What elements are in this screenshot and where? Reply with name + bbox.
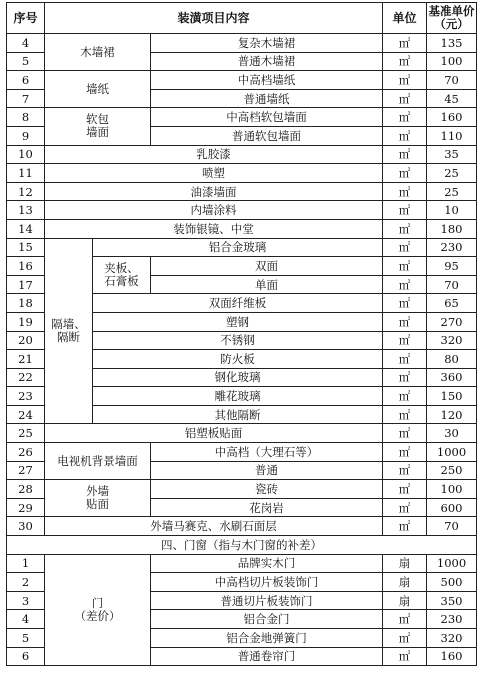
header-price-line2: （元） — [434, 17, 469, 31]
row-item: 防火板 — [93, 350, 383, 369]
row-unit: ㎡ — [383, 387, 427, 406]
row-item: 单面 — [151, 275, 383, 294]
row-price: 250 — [427, 461, 477, 480]
row-item: 普通木墙裙 — [151, 52, 383, 71]
section-title-doors-windows: 四、门窗（指与木门窗的补差） — [7, 536, 477, 555]
row-price: 70 — [427, 517, 477, 536]
group-wallpaper: 墙纸 — [45, 71, 151, 108]
row-price: 270 — [427, 312, 477, 331]
row-item: 装饰银镜、中堂 — [45, 219, 383, 238]
decoration-price-table — [6, 2, 477, 666]
group-door-line1: 门 — [91, 595, 104, 610]
row-unit: ㎡ — [383, 350, 427, 369]
row-no: 1 — [7, 554, 45, 573]
row-price: 25 — [427, 182, 477, 201]
row-price: 1000 — [427, 443, 477, 462]
row-no: 15 — [7, 238, 45, 257]
row-item: 普通卷帘门 — [151, 647, 383, 666]
row-price: 70 — [427, 71, 477, 90]
row-no: 19 — [7, 312, 45, 331]
row-unit: ㎡ — [383, 182, 427, 201]
table-row — [7, 443, 477, 462]
row-no: 25 — [7, 424, 45, 443]
row-no: 23 — [7, 387, 45, 406]
row-item: 花岗岩 — [151, 498, 383, 517]
row-item: 瓷砖 — [151, 480, 383, 499]
section-row — [7, 536, 477, 555]
row-item: 中高档墙纸 — [151, 71, 383, 90]
group-partition — [45, 238, 93, 424]
row-no: 18 — [7, 294, 45, 313]
row-no: 6 — [7, 71, 45, 90]
row-no: 21 — [7, 350, 45, 369]
row-item: 不锈钢 — [93, 331, 383, 350]
row-unit: ㎡ — [383, 498, 427, 517]
group-partition-line2: 隔断 — [57, 330, 80, 344]
row-unit: ㎡ — [383, 164, 427, 183]
row-unit: 扇 — [383, 573, 427, 592]
row-unit: ㎡ — [383, 424, 427, 443]
row-price: 25 — [427, 164, 477, 183]
group-wood-skirting: 木墙裙 — [45, 34, 151, 71]
row-no: 4 — [7, 610, 45, 629]
table-row — [7, 201, 477, 220]
row-unit: ㎡ — [383, 275, 427, 294]
row-price: 100 — [427, 52, 477, 71]
row-no: 5 — [7, 52, 45, 71]
row-no: 8 — [7, 108, 45, 127]
table-row — [7, 108, 477, 127]
row-unit: ㎡ — [383, 294, 427, 313]
row-price: 80 — [427, 350, 477, 369]
row-no: 27 — [7, 461, 45, 480]
row-price: 360 — [427, 368, 477, 387]
table-row — [7, 238, 477, 257]
row-item: 双面纤维板 — [93, 294, 383, 313]
row-price: 230 — [427, 610, 477, 629]
row-no: 14 — [7, 219, 45, 238]
row-item: 双面 — [151, 257, 383, 276]
row-unit: ㎡ — [383, 647, 427, 666]
header-no: 序号 — [7, 3, 45, 34]
row-unit: ㎡ — [383, 312, 427, 331]
row-price: 150 — [427, 387, 477, 406]
row-price: 1000 — [427, 554, 477, 573]
table-row — [7, 71, 477, 90]
row-no: 6 — [7, 647, 45, 666]
row-price: 45 — [427, 89, 477, 108]
table-row — [7, 480, 477, 499]
row-unit: ㎡ — [383, 145, 427, 164]
row-item: 塑钢 — [93, 312, 383, 331]
row-price: 500 — [427, 573, 477, 592]
row-price: 10 — [427, 201, 477, 220]
row-item: 乳胶漆 — [45, 145, 383, 164]
row-item: 喷塑 — [45, 164, 383, 183]
row-item: 铝合金门 — [151, 610, 383, 629]
row-no: 16 — [7, 257, 45, 276]
group-exterior-wall-line1: 外墙 — [86, 484, 109, 499]
row-no: 7 — [7, 89, 45, 108]
row-price: 230 — [427, 238, 477, 257]
row-price: 160 — [427, 647, 477, 666]
group-plywood-line2: 石膏板 — [104, 274, 139, 289]
row-item: 中高档（大理石等） — [151, 443, 383, 462]
row-price: 120 — [427, 405, 477, 424]
header-price — [427, 3, 477, 34]
row-price: 600 — [427, 498, 477, 517]
row-no: 2 — [7, 573, 45, 592]
row-unit: ㎡ — [383, 461, 427, 480]
row-no: 5 — [7, 629, 45, 648]
row-no: 12 — [7, 182, 45, 201]
row-price: 320 — [427, 331, 477, 350]
row-no: 4 — [7, 34, 45, 53]
row-price: 30 — [427, 424, 477, 443]
row-item: 钢化玻璃 — [93, 368, 383, 387]
row-item: 品牌实木门 — [151, 554, 383, 573]
row-item: 外墙马赛克、水刷石面层 — [45, 517, 383, 536]
row-unit: ㎡ — [383, 238, 427, 257]
row-item: 普通软包墙面 — [151, 126, 383, 145]
table-row — [7, 182, 477, 201]
row-item: 油漆墙面 — [45, 182, 383, 201]
row-no: 26 — [7, 443, 45, 462]
row-unit: ㎡ — [383, 71, 427, 90]
group-soft-panel — [45, 108, 151, 145]
group-plywood-line1: 夹板、 — [104, 261, 139, 276]
table-row — [7, 517, 477, 536]
row-no: 24 — [7, 405, 45, 424]
row-item: 普通切片板装饰门 — [151, 591, 383, 610]
row-price: 70 — [427, 275, 477, 294]
header-unit: 单位 — [383, 3, 427, 34]
row-item: 普通 — [151, 461, 383, 480]
row-no: 9 — [7, 126, 45, 145]
row-no: 3 — [7, 591, 45, 610]
row-unit: ㎡ — [383, 629, 427, 648]
row-price: 65 — [427, 294, 477, 313]
group-soft-panel-line1: 软包 — [86, 112, 109, 127]
row-no: 11 — [7, 164, 45, 183]
row-price: 95 — [427, 257, 477, 276]
row-no: 22 — [7, 368, 45, 387]
row-item: 铝合金地弹簧门 — [151, 629, 383, 648]
group-door-line2: （差价） — [74, 608, 121, 623]
group-exterior-wall — [45, 480, 151, 517]
row-unit: ㎡ — [383, 257, 427, 276]
row-item: 雕花玻璃 — [93, 387, 383, 406]
row-unit: ㎡ — [383, 480, 427, 499]
group-exterior-wall-line2: 贴面 — [86, 497, 109, 512]
row-no: 17 — [7, 275, 45, 294]
row-unit: 扇 — [383, 554, 427, 573]
row-item: 内墙涂料 — [45, 201, 383, 220]
row-item: 中高档切片板装饰门 — [151, 573, 383, 592]
row-unit: ㎡ — [383, 34, 427, 53]
row-price: 160 — [427, 108, 477, 127]
group-plywood — [93, 257, 151, 294]
row-item: 普通墙纸 — [151, 89, 383, 108]
row-unit: ㎡ — [383, 126, 427, 145]
group-tv-wall: 电视机背景墙面 — [45, 443, 151, 480]
row-item: 中高档软包墙面 — [151, 108, 383, 127]
row-unit: 扇 — [383, 591, 427, 610]
row-item: 铝合金玻璃 — [93, 238, 383, 257]
row-no: 30 — [7, 517, 45, 536]
row-unit: ㎡ — [383, 219, 427, 238]
row-unit: ㎡ — [383, 405, 427, 424]
row-price: 35 — [427, 145, 477, 164]
row-no: 20 — [7, 331, 45, 350]
row-no: 13 — [7, 201, 45, 220]
row-unit: ㎡ — [383, 610, 427, 629]
row-no: 29 — [7, 498, 45, 517]
table-row — [7, 164, 477, 183]
group-door — [45, 554, 151, 666]
group-partition-line1: 隔墙、 — [51, 317, 86, 331]
row-unit: ㎡ — [383, 52, 427, 71]
row-price: 350 — [427, 591, 477, 610]
row-unit: ㎡ — [383, 108, 427, 127]
row-unit: ㎡ — [383, 89, 427, 108]
row-price: 100 — [427, 480, 477, 499]
row-no: 28 — [7, 480, 45, 499]
row-item: 其他隔断 — [93, 405, 383, 424]
row-unit: ㎡ — [383, 517, 427, 536]
row-price: 320 — [427, 629, 477, 648]
table-row — [7, 145, 477, 164]
header-price-line1: 基准单价 — [428, 4, 475, 18]
row-unit: ㎡ — [383, 331, 427, 350]
row-no: 10 — [7, 145, 45, 164]
table-row — [7, 424, 477, 443]
table-row — [7, 34, 477, 53]
group-soft-panel-line2: 墙面 — [86, 125, 109, 140]
header-content: 装潢项目内容 — [45, 3, 383, 34]
table-row — [7, 219, 477, 238]
price-table-container — [6, 2, 476, 666]
row-price: 180 — [427, 219, 477, 238]
row-unit: ㎡ — [383, 201, 427, 220]
table-header-row — [7, 3, 477, 34]
row-item: 复杂木墙裙 — [151, 34, 383, 53]
row-unit: ㎡ — [383, 443, 427, 462]
row-unit: ㎡ — [383, 368, 427, 387]
row-item: 铝塑板贴面 — [45, 424, 383, 443]
table-row — [7, 554, 477, 573]
row-price: 110 — [427, 126, 477, 145]
row-price: 135 — [427, 34, 477, 53]
